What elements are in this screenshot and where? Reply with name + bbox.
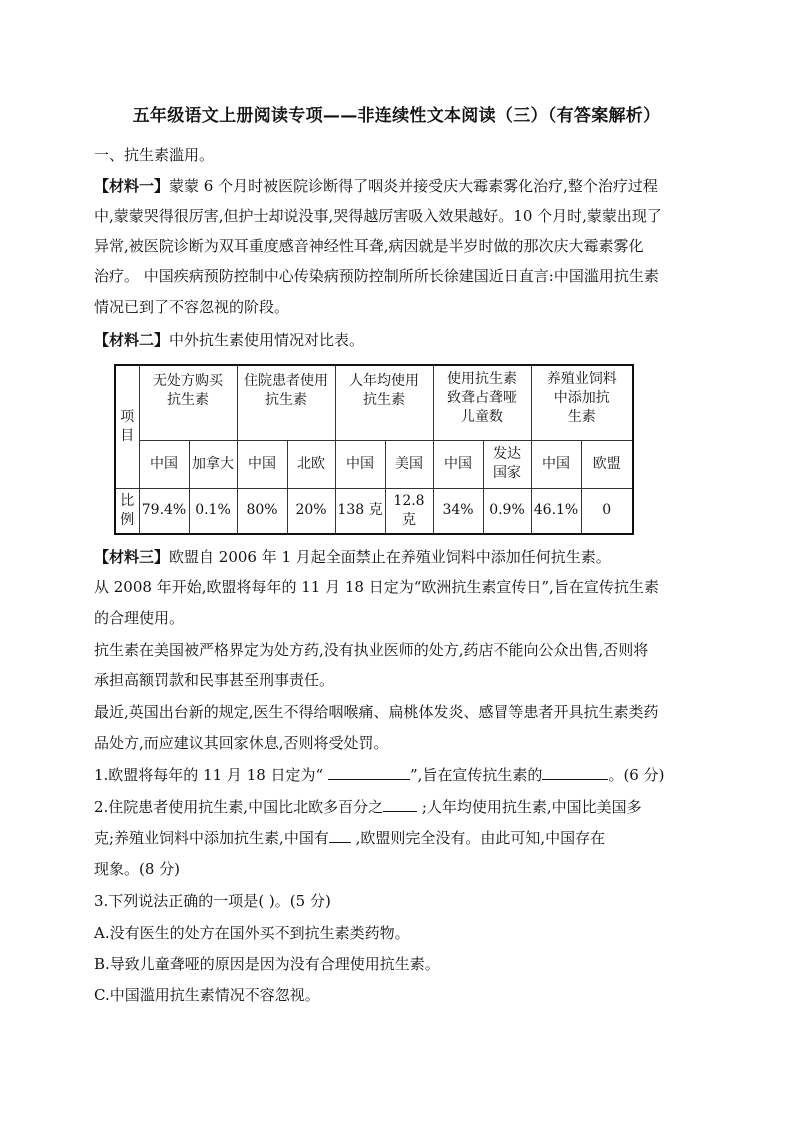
table-cell: 20% (287, 488, 335, 534)
question-2-text: ;人年均使用抗生素,中国比美国多 (417, 798, 642, 816)
table-subheader: 加拿大 (189, 440, 237, 488)
material3-text: 欧盟自 2006 年 1 月起全面禁止在养殖业饲料中添加任何抗生素。 (169, 548, 611, 566)
table-subheader: 美国 (385, 440, 433, 488)
table-subheader: 中国 (433, 440, 483, 488)
table-cell: 34% (433, 488, 483, 534)
table-subheader: 中国 (335, 440, 385, 488)
table-group-header: 无处方购买 抗生素 (139, 365, 237, 440)
table-subheader: 北欧 (287, 440, 335, 488)
table-cell: 79.4% (139, 488, 189, 534)
material3-line-1 (94, 547, 704, 567)
material3-line-5: 承担高额罚款和民事甚至刑事责任。 (94, 671, 335, 689)
table-header-ratio: 比 例 (115, 488, 139, 534)
material1-label: 【材料一】 (94, 177, 170, 195)
material3-line-7: 品处方,而应建议其回家休息,否则将受处罚。 (94, 734, 389, 752)
table-subheader: 发达 国家 (483, 440, 531, 488)
question-1-text: 。(6 分) (608, 766, 665, 784)
question-1 (94, 765, 704, 785)
question-2-text: 克;养殖业饲料中添加抗生素,中国有 (94, 829, 329, 847)
table-header-item: 项 目 (115, 365, 139, 488)
table-group-header: 使用抗生素 致聋占聋哑 儿童数 (433, 365, 531, 440)
comparison-table (114, 364, 634, 535)
material1-text: 蒙蒙 6 个月时被医院诊断得了咽炎并接受庆大霉素雾化治疗,整个治疗过程 (169, 177, 658, 195)
table-cell: 12.8 克 (385, 488, 433, 534)
material1-line-4: 治疗。 中国疾病预防控制中心传染病预防控制所所长徐建国近日直言:中国滥用抗生素 (94, 267, 659, 285)
question-2-text: ,欧盟则完全没有。由此可知,中国存在 (350, 829, 606, 847)
table-subheader: 中国 (139, 440, 189, 488)
table-subheader: 中国 (531, 440, 581, 488)
table-group-header: 住院患者使用 抗生素 (237, 365, 335, 440)
option-c: C.中国滥用抗生素情况不容忽视。 (94, 986, 320, 1004)
material3-line-2: 从 2008 年开始,欧盟将每年的 11 月 18 日定为“欧洲抗生素宣传日”,旨在宣传抗生素 (94, 578, 659, 596)
question-2-line-1 (94, 797, 704, 817)
question-1-text: ”,旨在宣传抗生素的 (410, 766, 543, 784)
material1-line-1 (94, 176, 704, 196)
answer-blank[interactable] (383, 797, 417, 812)
table-group-header: 人年均使用 抗生素 (335, 365, 433, 440)
material3-line-4: 抗生素在美国被严格界定为处方药,没有执业医师的处方,药店不能向公众出售,否则将 (94, 641, 649, 659)
table-cell: 0 (581, 488, 633, 534)
answer-blank[interactable] (328, 765, 410, 780)
material3-line-3: 的合理使用。 (94, 609, 185, 627)
material3-label: 【材料三】 (94, 548, 170, 566)
table-subheader: 中国 (237, 440, 287, 488)
option-b: B.导致儿童聋哑的原因是因为没有合理使用抗生素。 (94, 955, 440, 973)
question-3: 3.下列说法正确的一项是( )。(5 分) (94, 892, 331, 910)
answer-blank[interactable] (542, 765, 608, 780)
table-cell: 80% (237, 488, 287, 534)
option-a: A.没有医生的处方在国外买不到抗生素类药物。 (94, 924, 410, 942)
table-cell: 0.9% (483, 488, 531, 534)
material2-text: 中外抗生素使用情况对比表。 (169, 331, 365, 349)
material2-line (94, 330, 704, 350)
table-subheader: 欧盟 (581, 440, 633, 488)
material2-label: 【材料二】 (94, 331, 170, 349)
table-cell: 138 克 (335, 488, 385, 534)
table-group-header: 养殖业饲料 中添加抗 生素 (531, 365, 633, 440)
question-1-text: 1.欧盟将每年的 11 月 18 日定为“ (94, 766, 328, 784)
answer-blank[interactable] (329, 828, 351, 843)
question-2-text: 2.住院患者使用抗生素,中国比北欧多百分之 (94, 798, 384, 816)
material3-line-6: 最近,英国出台新的规定,医生不得给咽喉痛、扁桃体发炎、感冒等患者开具抗生素类药 (94, 703, 659, 721)
question-2-line-3: 现象。(8 分) (94, 860, 181, 878)
question-2-line-2 (94, 828, 704, 848)
page-title: 五年级语文上册阅读专项——非连续性文本阅读（三）（有答案解析） (132, 106, 661, 126)
material1-line-5: 情况已到了不容忽视的阶段。 (94, 298, 290, 316)
material1-line-3: 异常,被医院诊断为双耳重度感音神经性耳聋,病因就是半岁时做的那次庆大霉素雾化 (94, 237, 644, 255)
table-cell: 46.1% (531, 488, 581, 534)
material1-line-2: 中,蒙蒙哭得很厉害,但护士却说没事,哭得越厉害吸入效果越好。10 个月时,蒙蒙出现了 (94, 207, 662, 225)
table-cell: 0.1% (189, 488, 237, 534)
section-heading: 一、抗生素滥用。 (94, 146, 215, 164)
